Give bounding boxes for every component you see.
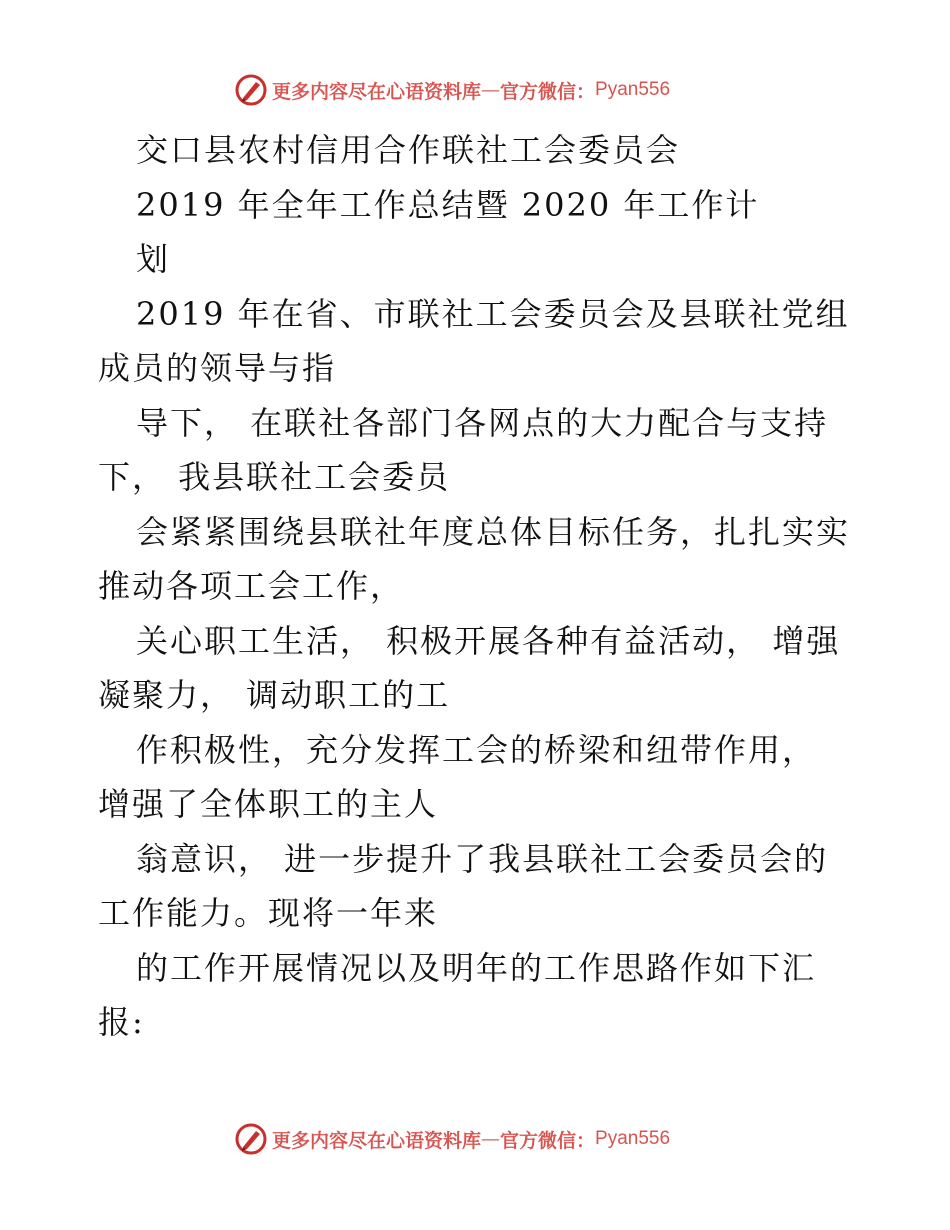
body-line: 报: — [98, 1003, 145, 1041]
pen-logo-icon — [234, 73, 268, 107]
watermark-brand: 更多内容尽在心语资料库 — [272, 1129, 482, 1152]
body-line: 会紧紧围绕县联社年度总体目标任务，扎扎实实 — [136, 512, 851, 551]
body-line: 推动各项工会工作， — [98, 567, 405, 605]
watermark-label: 官方微信： — [500, 1129, 596, 1152]
body-line: 导下， 在联社各部门各网点的大力配合与支持 — [136, 403, 829, 442]
watermark-id: Pyan556 — [595, 1128, 671, 1149]
title-line-1: 交口县农村信用合作联社工会委员会 — [136, 131, 681, 169]
title-line-2: 2019 年全年工作总结暨 2020 年工作计 — [136, 185, 760, 224]
watermark-brand: 更多内容尽在心语资料库 — [272, 80, 482, 103]
body-line: 增强了全体职工的主人 — [98, 785, 439, 823]
body-line: 关心职工生活， 积极开展各种有益活动， 增强 — [136, 621, 841, 660]
body-line: 作积极性，充分发挥工会的桥梁和纽带作用， — [136, 730, 817, 769]
document-body — [98, 123, 858, 1050]
footer-watermark — [234, 1121, 670, 1157]
body-line: 工作能力。现将一年来 — [98, 894, 439, 932]
watermark-label: 官方微信： — [500, 80, 596, 103]
body-line: 成员的领导与指 — [98, 349, 337, 387]
body-line: 翁意识， 进一步提升了我县联社工会委员会的 — [136, 839, 829, 878]
watermark-separator: — — [481, 79, 501, 101]
body-line: 的工作开展情况以及明年的工作思路作如下汇 — [136, 948, 817, 987]
body-line: 下， 我县联社工会委员 — [98, 458, 451, 496]
title-line-3: 划 — [136, 240, 171, 278]
watermark-separator: — — [481, 1128, 501, 1150]
body-line: 凝聚力， 调动职工的工 — [98, 676, 451, 714]
body-line: 2019 年在省、市联社工会委员会及县联社党组 — [136, 294, 850, 333]
pen-logo-icon — [234, 1122, 268, 1156]
paragraph — [98, 287, 858, 1050]
watermark-id: Pyan556 — [595, 79, 671, 100]
header-watermark — [234, 72, 670, 108]
